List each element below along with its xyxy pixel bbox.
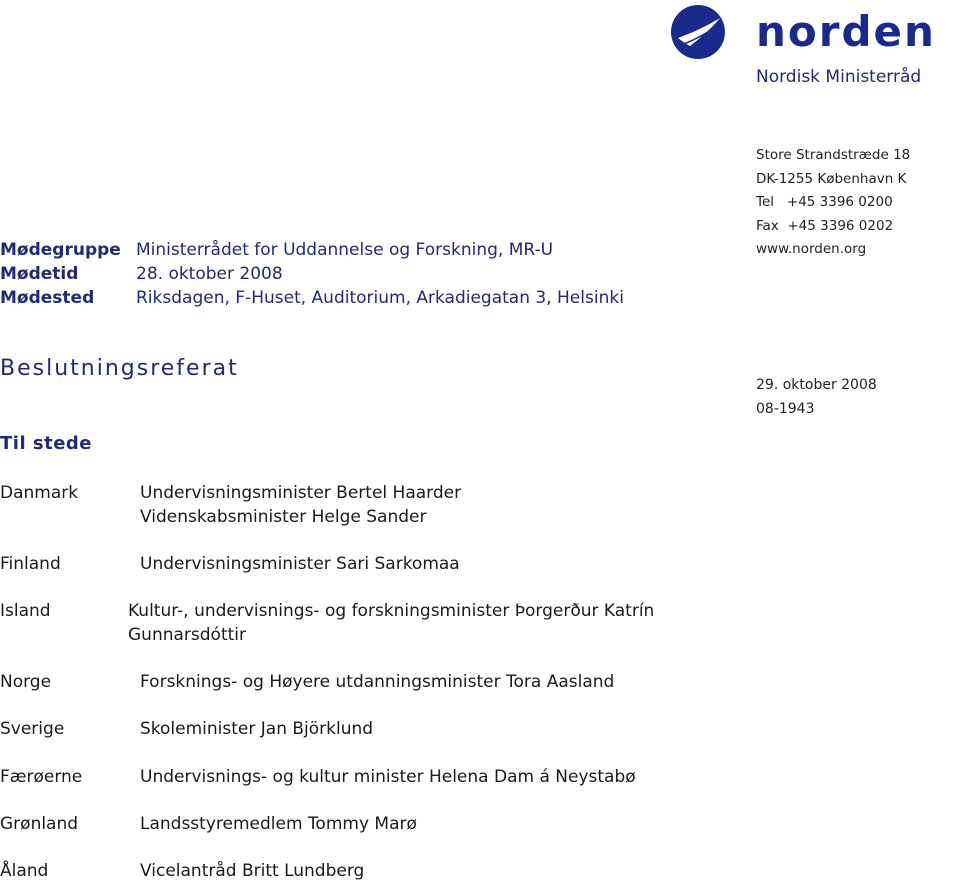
attendee-name: Skoleminister Jan Björklund xyxy=(140,719,374,739)
document-date: 29. oktober 2008 xyxy=(756,377,877,393)
address-street: Store Strandstræde 18 xyxy=(756,147,911,163)
address-fax: Fax +45 3396 0202 xyxy=(756,218,894,234)
country-label: Færøerne xyxy=(0,767,83,787)
attendee-name: Forsknings- og Høyere utdanningsminister Tora Aasland xyxy=(140,672,615,692)
country-label: Island xyxy=(0,601,51,621)
country-label: Åland xyxy=(0,861,49,881)
meeting-group-value: Ministerrådet for Uddannelse og Forskning, MR-U xyxy=(136,240,554,260)
meeting-time-value: 28. oktober 2008 xyxy=(136,264,283,284)
meeting-time-label: Mødetid xyxy=(0,264,79,284)
meeting-place-label: Mødested xyxy=(0,288,95,308)
attendee-name: Undervisnings- og kultur minister Helena Dam á Neystabø xyxy=(140,767,636,787)
present-heading: Til stede xyxy=(0,433,93,454)
attendee-name: Landsstyremedlem Tommy Marø xyxy=(140,814,417,834)
attendee-name: Vicelantråd Britt Lundberg xyxy=(140,861,365,881)
attendee-name: Videnskabsminister Helge Sander xyxy=(140,507,427,527)
norden-wordmark: norden xyxy=(756,7,936,56)
address-phone: Tel +45 3396 0200 xyxy=(756,194,893,210)
country-label: Danmark xyxy=(0,483,79,503)
attendee-name: Kultur-, undervisnings- og forskningsminister Þorgerður Katrín xyxy=(128,601,655,621)
country-label: Norge xyxy=(0,672,52,692)
address-website-link[interactable]: www.norden.org xyxy=(756,241,867,257)
document-title: Beslutningsreferat xyxy=(0,356,239,381)
meeting-place-value: Riksdagen, F-Huset, Auditorium, Arkadiegatan 3, Helsinki xyxy=(136,288,624,308)
address-city: DK-1255 København K xyxy=(756,171,907,187)
swan-logo-icon xyxy=(670,4,726,60)
organization-name: Nordisk Ministerråd xyxy=(756,67,922,87)
attendee-name: Undervisningsminister Bertel Haarder xyxy=(140,483,462,503)
document-reference: 08-1943 xyxy=(756,401,815,417)
norden-logo xyxy=(670,4,960,60)
country-label: Finland xyxy=(0,554,61,574)
attendee-name: Undervisningsminister Sari Sarkomaa xyxy=(140,554,460,574)
attendee-name-continuation: Gunnarsdóttir xyxy=(128,625,246,645)
meeting-group-label: Mødegruppe xyxy=(0,240,121,260)
country-label: Sverige xyxy=(0,719,65,739)
country-label: Grønland xyxy=(0,814,79,834)
